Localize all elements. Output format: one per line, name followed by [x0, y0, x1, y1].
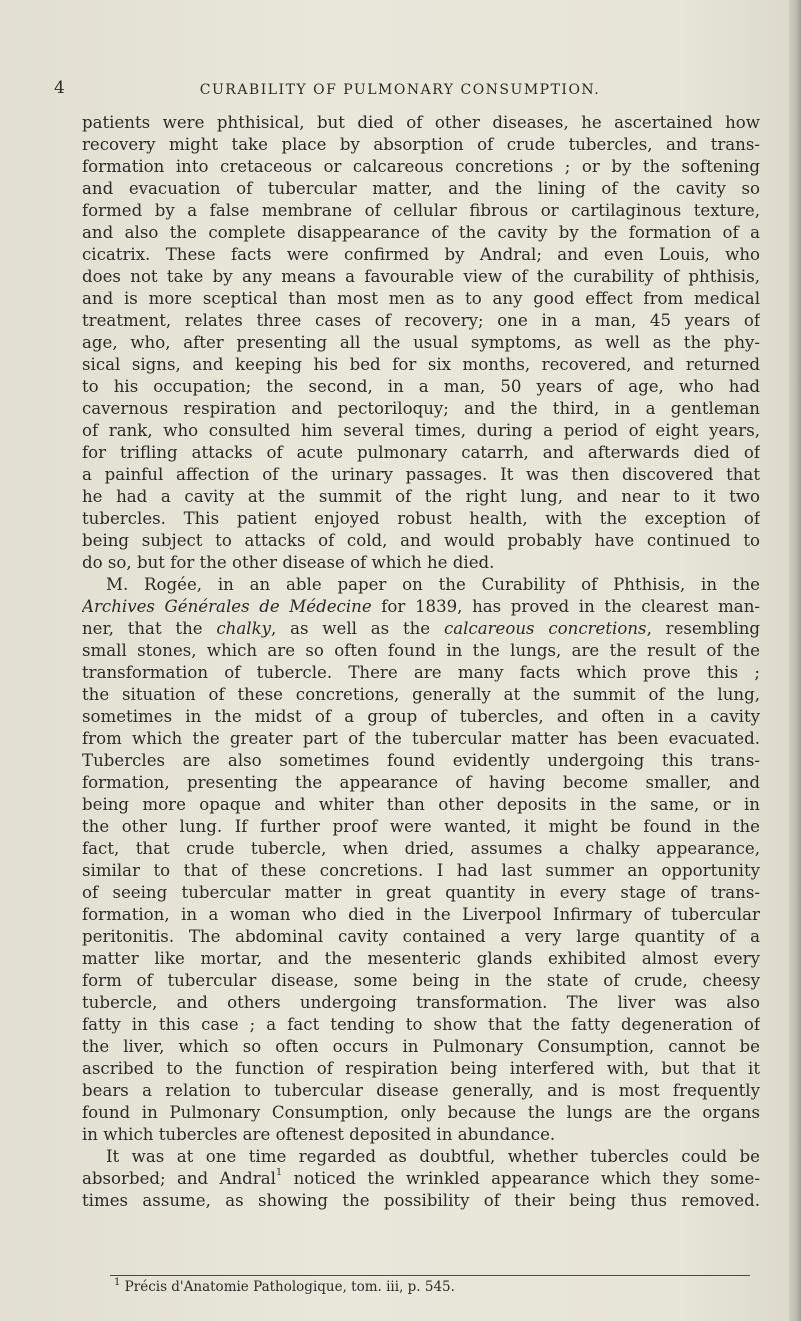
text-line: found in Pulmonary Consumption, only because the lungs are the organs [82, 1103, 760, 1122]
text-line: Tubercles are also sometimes found evidently undergoing this trans- [82, 751, 760, 770]
text-line: small stones, which are so often found in the lungs, are the result of the [82, 641, 760, 660]
text-fragment: absorbed; and Andral [82, 1169, 276, 1188]
footnote-marker: 1 [275, 1168, 283, 1178]
italic-text: Archives Générales de Médecine [82, 597, 372, 616]
text-line: and also the complete disappearance of the cavity by the formation of a [82, 223, 760, 242]
italic-text: chalky [216, 619, 272, 638]
text-line: the situation of these concretions, generally at the summit of the lung, [82, 685, 760, 704]
page-edge-shadow [789, 0, 801, 1321]
text-line: peritonitis. The abdominal cavity contained a very large quantity of a [82, 927, 760, 946]
text-line: bears a relation to tubercular disease generally, and is most frequently [82, 1081, 760, 1100]
text-line: matter like mortar, and the mesenteric glands exhibited almost every [82, 949, 760, 968]
text-line: age, who, after presenting all the usual symptoms, as well as the phy- [82, 333, 760, 352]
text-line: formation into cretaceous or calcareous concretions ; or by the softening [82, 157, 760, 176]
text-line: does not take by any means a favourable view of the curability of phthisis, [82, 267, 760, 286]
text-line: of seeing tubercular matter in great quantity in every stage of trans- [82, 883, 760, 902]
footnote-number: 1 [114, 1277, 121, 1288]
text-line: cavernous respiration and pectoriloquy; and the third, in a gentleman [82, 399, 760, 418]
text-line: sical signs, and keeping his bed for six months, recovered, and returned [82, 355, 760, 374]
text-line: patients were phthisical, but died of other diseases, he ascertained how [82, 113, 760, 132]
text-line: fact, that crude tubercle, when dried, assumes a chalky appearance, [82, 839, 760, 858]
text-line: do so, but for the other disease of which he died. [82, 553, 495, 572]
text-line [82, 1168, 760, 1190]
text-line: the liver, which so often occurs in Pulmonary Consumption, cannot be [82, 1037, 760, 1056]
footnote-text: Précis d'Anatomie Pathologique, tom. iii, p. 545. [120, 1279, 455, 1295]
text-line: recovery might take place by absorption of crude tubercles, and trans- [82, 135, 760, 154]
text-line: ner, that the chalky, as well as the calcareous concretions, resembling [82, 619, 760, 638]
text-line: formed by a false membrane of cellular fibrous or cartilaginous texture, [82, 201, 760, 220]
page-number: 4 [54, 78, 65, 98]
italic-text: calcareous concretions [443, 619, 647, 638]
text-line: fatty in this case ; a fact tending to show that the fatty degeneration of [82, 1015, 760, 1034]
text-line: formation, presenting the appearance of having become smaller, and [82, 773, 760, 792]
text-fragment: noticed the wrinkled appearance which they some- [282, 1169, 760, 1188]
text-line: It was at one time regarded as doubtful, whether tubercles could be [106, 1147, 760, 1166]
text-line: Archives Générales de Médecine for 1839, has proved in the clearest man- [82, 597, 760, 616]
page-header [50, 78, 750, 104]
paragraph-3 [82, 1146, 760, 1212]
paragraph-2 [82, 574, 760, 1146]
text-line: in which tubercles are oftenest deposited in abundance. [82, 1125, 556, 1144]
text-line: cicatrix. These facts were confirmed by Andral; and even Louis, who [82, 245, 760, 264]
footnote-rule [110, 1275, 750, 1276]
text-line: M. Rogée, in an able paper on the Curability of Phthisis, in the [106, 575, 760, 594]
text-line: from which the greater part of the tubercular matter has been evacuated. [82, 729, 760, 748]
text-line: transformation of tubercle. There are many facts which prove this ; [82, 663, 760, 682]
text-line: and evacuation of tubercular matter, and the lining of the cavity so [82, 179, 760, 198]
text-line: and is more sceptical than most men as to any good effect from medical [82, 289, 760, 308]
footnote [110, 1278, 754, 1296]
text-line: times assume, as showing the possibility of their being thus removed. [82, 1191, 760, 1210]
text-line: ascribed to the function of respiration being interfered with, but that it [82, 1059, 760, 1078]
text-line: formation, in a woman who died in the Liverpool Infirmary of tubercular [82, 905, 760, 924]
body-text [82, 112, 760, 1212]
text-line: treatment, relates three cases of recovery; one in a man, 45 years of [82, 311, 760, 330]
text-line: being more opaque and whiter than other deposits in the same, or in [82, 795, 760, 814]
text-line: a painful affection of the urinary passages. It was then discovered that [82, 465, 760, 484]
text-line: he had a cavity at the summit of the right lung, and near to it two [82, 487, 760, 506]
text-line: similar to that of these concretions. I had last summer an opportunity [82, 861, 760, 880]
text-line: for trifling attacks of acute pulmonary catarrh, and afterwards died of [82, 443, 760, 462]
text-line: form of tubercular disease, some being in the state of crude, cheesy [82, 971, 760, 990]
text-line: sometimes in the midst of a group of tubercles, and often in a cavity [82, 707, 760, 726]
text-line: the other lung. If further proof were wanted, it might be found in the [82, 817, 760, 836]
text-line: to his occupation; the second, in a man, 50 years of age, who had [82, 377, 760, 396]
text-line: tubercle, and others undergoing transformation. The liver was also [82, 993, 760, 1012]
paragraph-1 [82, 112, 760, 574]
text-line: tubercles. This patient enjoyed robust health, with the exception of [82, 509, 760, 528]
running-title: CURABILITY OF PULMONARY CONSUMPTION. [199, 82, 601, 98]
text-line: being subject to attacks of cold, and would probably have continued to [82, 531, 760, 550]
text-line: of rank, who consulted him several times, during a period of eight years, [82, 421, 760, 440]
